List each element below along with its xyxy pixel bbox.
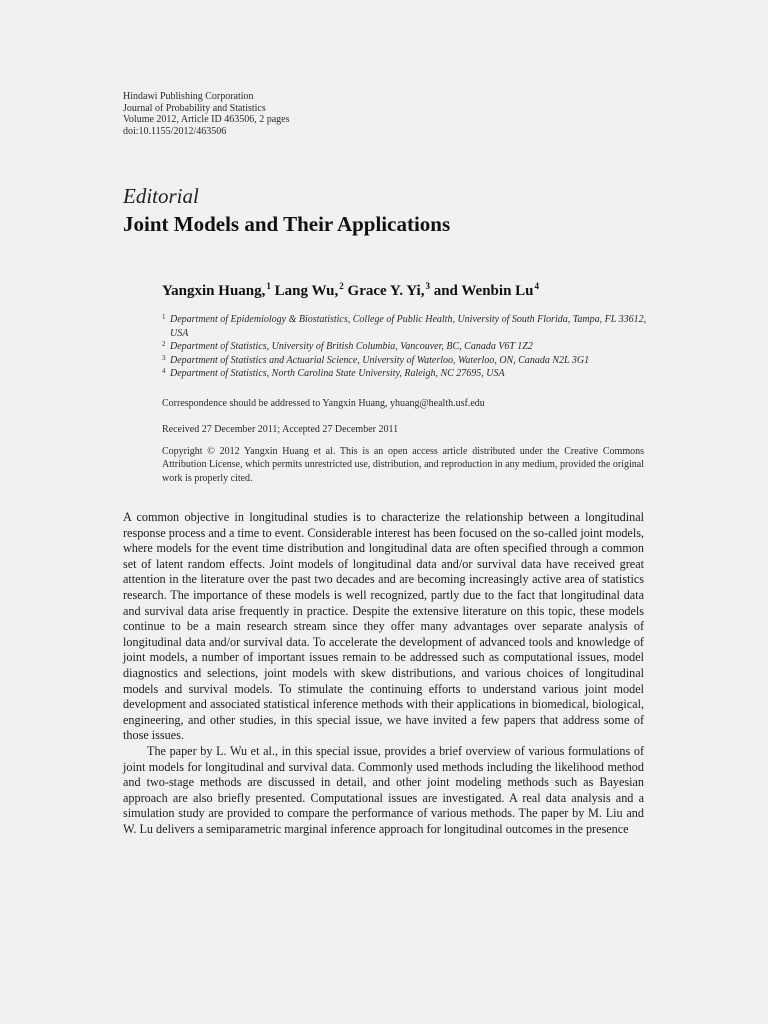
journal-header	[123, 91, 289, 137]
affiliation-number: 3	[162, 353, 166, 362]
affiliation-text: Department of Statistics, North Carolina State University, Raleigh, NC 27695, USA	[170, 368, 505, 379]
article-type: Editorial	[123, 184, 199, 208]
affiliation-item	[162, 367, 652, 381]
journal-name: Journal of Probability and Statistics	[123, 102, 266, 114]
body-paragraph: The paper by L. Wu et al., in this special issue, provides a brief overview of various formulations of joint models for longitudinal and survival data. Commonly used methods including the likelihood method and two-stage methods are discussed in detail, and other joint modeling methods such as Bayesian approach are also briefly presented. Computational issues are investigated. A real data analysis and a simulation study are provided to compare the performance of various methods. The paper by M. Liu and W. Lu delivers a semiparametric marginal inference approach for longitudinal outcomes in the presence	[123, 743, 644, 836]
author-list	[162, 283, 539, 300]
publisher-line: Hindawi Publishing Corporation	[123, 91, 254, 102]
copyright-notice: Copyright © 2012 Yangxin Huang et al. This is an open access article distributed under the Creative Commons Attribution License, which permits unrestricted use, distribution, and reproduction in any medium, provided the original work is properly cited.	[162, 446, 644, 484]
affiliation-item	[162, 313, 652, 340]
affiliation-number: 1	[162, 313, 166, 321]
author-affil-mark: 2	[339, 281, 344, 291]
author-name: Lang Wu,	[274, 283, 339, 299]
author-affil-mark: 4	[534, 281, 540, 291]
body-paragraph: A common objective in longitudinal studies is to characterize the relationship between a longitudinal response process and a time to event. Considerable interest has been focused on the so-called joint models, where models for the event time distribution and longitudinal data are often specified through a common set of latent random effects. Joint models of longitudinal data and/or survival data have received great attention in the literature over the past two decades and are becoming increasingly active area of statistics research. The importance of these models is well recognized, partly due to the fact that longitudinal data and survival data arise frequently in practice. Despite the extensive literature on this topic, these models continue to be a main research stream since they offer many advantages over separate analysis of longitudinal data and/or survival data. To accelerate the development of advanced tools and knowledge of joint models, a number of important issues remain to be addressed such as computational issues, model diagnostics and selections, joint models with skew distributions, and various choices of longitudinal models and survival models. To stimulate the continuing efforts to understand various joint model development and associated statistical inference methods with their applications in biomedical, biological, engineering, and other studies, in this special issue, we have invited a few papers that address some of those issues.	[123, 510, 644, 743]
author-name: Yangxin Huang,	[162, 283, 266, 299]
affiliation-text: Department of Statistics and Actuarial Science, University of Waterloo, Waterloo, ON, Canada N2L 3G1	[170, 354, 590, 366]
article-body	[123, 510, 644, 837]
affiliation-item	[162, 354, 652, 368]
author-affil-mark: 3	[425, 281, 430, 291]
affiliation-item	[162, 340, 652, 354]
affiliation-text: Department of Statistics, University of British Columbia, Vancouver, BC, Canada V6T 1Z2	[170, 341, 533, 352]
affiliation-text: Department of Epidemiology & Biostatistics, College of Public Health, University of South Florida, Tampa, FL 33612, USA	[170, 314, 647, 339]
affiliation-number: 2	[162, 340, 166, 348]
doi-link[interactable]: doi:10.1155/2012/463506	[123, 125, 227, 137]
author-name: Grace Y. Yi,	[347, 283, 425, 299]
author-affil-mark: 1	[266, 281, 271, 291]
affiliation-number: 4	[162, 367, 166, 375]
author-name: and Wenbin Lu	[433, 283, 534, 299]
volume-line: Volume 2012, Article ID 463506, 2 pages	[123, 114, 290, 125]
article-title: Joint Models and Their Applications	[123, 212, 451, 236]
affiliation-list	[162, 313, 652, 381]
correspondence-line: Correspondence should be addressed to Yangxin Huang, yhuang@health.usf.edu	[162, 398, 485, 409]
received-dates: Received 27 December 2011; Accepted 27 December 2011	[162, 424, 399, 435]
